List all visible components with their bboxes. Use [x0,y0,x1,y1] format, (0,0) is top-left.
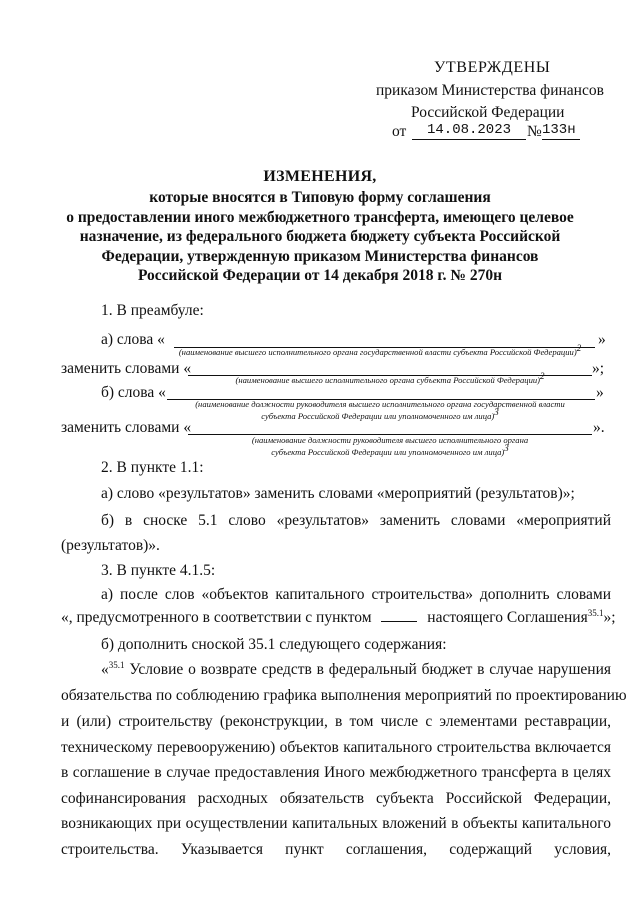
footnote-line-3: и (или) строительству (реконструкции, в том числе с элементами реставрации, [61,713,611,730]
document-title: ИЗМЕНЕНИЯ, [263,168,377,185]
approval-number: 133н [542,122,580,140]
item-2b-line-2: (результатов)». [61,537,160,554]
blank-caption: (наименование должности руководителя высшего исполнительного органа субъекта Российской Федерации или уполномоченного им лица)$^3$ [251,435,529,457]
quote-close: » [596,384,604,401]
approval-number-label: № [527,123,542,140]
quote-close: »; [592,360,605,377]
blank-caption: (наименование должности руководителя высшего исполнительного органа государственной власти субъекта Российской Федерации или уполномоченного им лица)$^3$ [195,399,565,421]
footnote-line-2: обязательства по соблюдению графика выполнения мероприятий по проектированию [61,687,627,704]
approval-from-label: от [392,123,407,140]
footnote-line-1: «$^{35.1}$ Условие о возврате средств в федеральный бюджет в случае нарушения [101,659,612,678]
subtitle-line: назначение, из федерального бюджета бюджету субъекта Российской [79,228,561,245]
footnote-line-4: техническому перевооружению) объектов капитального строительства включается [61,739,611,756]
item-3a-line-2: «, предусмотренного в соответствии с пунктом настоящего Соглашения$^{35.1}$»; [61,607,616,626]
document-subtitle [60,188,580,286]
item-2-heading: 2. В пункте 1.1: [101,459,204,476]
item-1a-label: а) слова « [101,331,165,348]
item-2b-line-1: б) в сноске 5.1 слово «результатов» заменить словами «мероприятий [101,512,611,529]
footnote-line-5: в соглашение в случае предоставления Иного межбюджетного трансферта в целях [61,764,611,781]
approval-line-1: приказом Министерства финансов [376,82,604,99]
item-3b: б) дополнить сноской 35.1 следующего содержания: [101,636,447,653]
blank-caption: (наименование высшего исполнительного органа государственной власти субъекта Российской Федерации)$^2$ [178,343,582,357]
quote-close: » [598,331,606,348]
item-3-heading: 3. В пункте 4.1.5: [101,562,216,579]
subtitle-line: Российской Федерации от 14 декабря 2018 г. № 270н [137,267,503,284]
blank-line [381,609,417,622]
footnote-line-7: возникающих при осуществлении капитальных вложений в объекты капитального [61,815,611,832]
approval-title: УТВЕРЖДЕНЫ [434,59,551,76]
footnote-line-8: строительства. Указывается пункт соглашения, содержащий условия, [61,841,611,858]
subtitle-line: которые вносятся в Типовую форму соглашения [149,189,491,206]
footnote-line-6: софинансирования расходных обязательств субъекта Российской Федерации, [61,790,611,807]
approval-line-2: Российской Федерации [411,104,565,121]
blank-caption: (наименование высшего исполнительного органа субъекта Российской Федерации)$^2$ [235,371,545,385]
item-1b-label: б) слова « [101,384,166,401]
item-2a: а) слово «результатов» заменить словами «мероприятий (результатов)»; [101,485,575,502]
replace-label: заменить словами « [61,360,192,377]
approval-date: 14.08.2023 [412,122,526,140]
subtitle-line: Федерации, утвержденную приказом Министерства финансов [101,247,539,265]
item-3a-line-1: а) после слов «объектов капитального строительства» дополнить словами [101,586,611,603]
quote-close: ». [593,419,605,436]
subtitle-line: о предоставлении иного межбюджетного трансферта, имеющего целевое [66,208,574,226]
item-1-heading: 1. В преамбуле: [101,302,204,319]
replace-label: заменить словами « [61,419,192,436]
